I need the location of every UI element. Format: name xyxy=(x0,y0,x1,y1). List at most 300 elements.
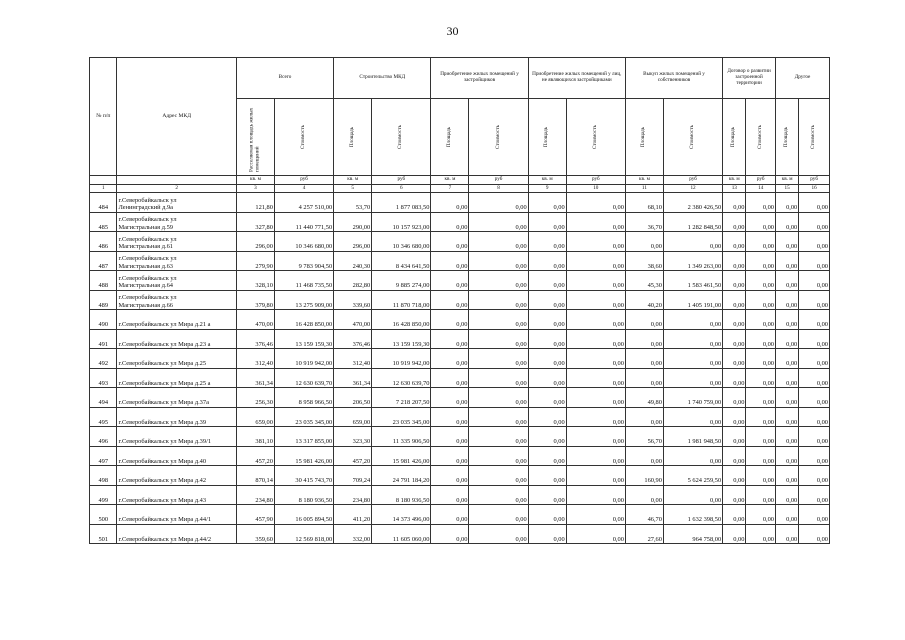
address-cell xyxy=(117,368,236,388)
value-cell-c12: 0,00 xyxy=(663,232,722,252)
value-cell-c4: 10 919 942,00 xyxy=(274,349,333,369)
address-line-2: Магистральная д.64 xyxy=(118,282,173,290)
unit-cell: кв. м xyxy=(334,176,372,185)
value-cell-c14: 0,00 xyxy=(746,329,776,349)
value-cell-c12: 0,00 xyxy=(663,446,722,466)
value-cell-c10: 0,00 xyxy=(566,427,625,447)
row-number: 489 xyxy=(90,290,117,310)
value-cell-c11: 0,00 xyxy=(625,446,663,466)
value-cell-c6: 14 373 496,00 xyxy=(372,505,431,525)
unit-cell: руб xyxy=(469,176,528,185)
value-cell-c11: 0,00 xyxy=(625,232,663,252)
value-cell-c14: 0,00 xyxy=(746,290,776,310)
address-cell xyxy=(117,485,236,505)
value-cell-c14: 0,00 xyxy=(746,368,776,388)
row-number: 486 xyxy=(90,232,117,252)
value-cell-c7: 0,00 xyxy=(431,427,469,447)
value-cell-c10: 0,00 xyxy=(566,329,625,349)
subheader-cost: Стоимость xyxy=(469,99,528,176)
table-row xyxy=(90,388,830,408)
address-cell xyxy=(117,407,236,427)
value-cell-c14: 0,00 xyxy=(746,485,776,505)
value-cell-c16: 0,00 xyxy=(799,524,830,544)
value-cell-c10: 0,00 xyxy=(566,466,625,486)
value-cell-c11: 68,10 xyxy=(625,193,663,213)
value-cell-c14: 0,00 xyxy=(746,446,776,466)
value-cell-c7: 0,00 xyxy=(431,310,469,330)
value-cell-c4: 16 005 894,50 xyxy=(274,505,333,525)
value-cell-c12: 1 981 948,50 xyxy=(663,427,722,447)
value-cell-c9: 0,00 xyxy=(528,368,566,388)
value-cell-c15: 0,00 xyxy=(776,407,799,427)
value-cell-c5: 296,00 xyxy=(334,232,372,252)
value-cell-c15: 0,00 xyxy=(776,349,799,369)
value-cell-c7: 0,00 xyxy=(431,388,469,408)
value-cell-c8: 0,00 xyxy=(469,407,528,427)
value-cell-c11: 45,30 xyxy=(625,271,663,291)
value-cell-c5: 659,00 xyxy=(334,407,372,427)
value-cell-c7: 0,00 xyxy=(431,466,469,486)
value-cell-c4: 30 415 743,70 xyxy=(274,466,333,486)
value-cell-c10: 0,00 xyxy=(566,446,625,466)
value-cell-c13: 0,00 xyxy=(723,329,746,349)
value-cell-c3: 457,90 xyxy=(236,505,274,525)
table-row xyxy=(90,427,830,447)
value-cell-c3: 279,90 xyxy=(236,251,274,271)
value-cell-c13: 0,00 xyxy=(723,427,746,447)
address-cell xyxy=(117,349,236,369)
subheader-cost: Стоимость xyxy=(566,99,625,176)
value-cell-c5: 411,20 xyxy=(334,505,372,525)
value-cell-c12: 1 282 848,50 xyxy=(663,212,722,232)
value-cell-c11: 0,00 xyxy=(625,329,663,349)
value-cell-c15: 0,00 xyxy=(776,310,799,330)
value-cell-c3: 234,80 xyxy=(236,485,274,505)
address-line-1: г.Северобайкальск ул Мира д.23 а xyxy=(118,340,211,348)
value-cell-c5: 290,00 xyxy=(334,212,372,232)
address-cell xyxy=(117,427,236,447)
value-cell-c6: 11 870 718,00 xyxy=(372,290,431,310)
address-line-1: г.Северобайкальск ул Мира д.25 xyxy=(118,360,207,368)
column-number: 9 xyxy=(528,185,566,193)
value-cell-c11: 36,70 xyxy=(625,212,663,232)
value-cell-c11: 160,90 xyxy=(625,466,663,486)
column-number: 2 xyxy=(117,185,236,193)
value-cell-c12: 0,00 xyxy=(663,407,722,427)
address-line-1: г.Северобайкальск ул xyxy=(118,294,177,302)
value-cell-c5: 312,40 xyxy=(334,349,372,369)
value-cell-c3: 359,60 xyxy=(236,524,274,544)
address-cell xyxy=(117,251,236,271)
value-cell-c11: 0,00 xyxy=(625,485,663,505)
value-cell-c5: 470,00 xyxy=(334,310,372,330)
value-cell-c15: 0,00 xyxy=(776,290,799,310)
column-number: 1 xyxy=(90,185,117,193)
value-cell-c14: 0,00 xyxy=(746,505,776,525)
value-cell-c13: 0,00 xyxy=(723,310,746,330)
table-row xyxy=(90,368,830,388)
value-cell-c6: 12 630 639,70 xyxy=(372,368,431,388)
value-cell-c7: 0,00 xyxy=(431,212,469,232)
value-cell-c4: 13 275 909,00 xyxy=(274,290,333,310)
row-number: 487 xyxy=(90,251,117,271)
value-cell-c13: 0,00 xyxy=(723,524,746,544)
value-cell-c9: 0,00 xyxy=(528,407,566,427)
value-cell-c15: 0,00 xyxy=(776,329,799,349)
value-cell-c14: 0,00 xyxy=(746,251,776,271)
value-cell-c8: 0,00 xyxy=(469,193,528,213)
subheader-cost: Стоимость xyxy=(663,99,722,176)
address-line-1: г.Северобайкальск ул Мира д.44/1 xyxy=(118,516,212,524)
table-row xyxy=(90,505,830,525)
value-cell-c7: 0,00 xyxy=(431,271,469,291)
value-cell-c9: 0,00 xyxy=(528,310,566,330)
value-cell-c3: 361,34 xyxy=(236,368,274,388)
value-cell-c9: 0,00 xyxy=(528,329,566,349)
value-cell-c14: 0,00 xyxy=(746,193,776,213)
value-cell-c15: 0,00 xyxy=(776,466,799,486)
address-line-2: Магистральная д.63 xyxy=(118,262,173,270)
column-number: 12 xyxy=(663,185,722,193)
column-number: 16 xyxy=(799,185,830,193)
subheader-cost: Стоимость xyxy=(274,99,333,176)
value-cell-c9: 0,00 xyxy=(528,446,566,466)
value-cell-c12: 2 380 426,50 xyxy=(663,193,722,213)
address-cell xyxy=(117,271,236,291)
value-cell-c6: 13 159 159,30 xyxy=(372,329,431,349)
value-cell-c12: 1 740 759,00 xyxy=(663,388,722,408)
row-number: 493 xyxy=(90,368,117,388)
value-cell-c6: 15 981 426,00 xyxy=(372,446,431,466)
address-cell xyxy=(117,310,236,330)
row-number: 495 xyxy=(90,407,117,427)
value-cell-c10: 0,00 xyxy=(566,407,625,427)
header-address: Адрес МКД xyxy=(117,58,236,176)
value-cell-c8: 0,00 xyxy=(469,212,528,232)
value-cell-c13: 0,00 xyxy=(723,232,746,252)
column-number: 15 xyxy=(776,185,799,193)
value-cell-c9: 0,00 xyxy=(528,193,566,213)
value-cell-c11: 40,20 xyxy=(625,290,663,310)
value-cell-c11: 49,80 xyxy=(625,388,663,408)
address-line-2: Магистральная д.61 xyxy=(118,243,173,251)
address-cell xyxy=(117,232,236,252)
page-number: 30 xyxy=(446,24,459,38)
value-cell-c6: 16 428 850,00 xyxy=(372,310,431,330)
value-cell-c15: 0,00 xyxy=(776,368,799,388)
value-cell-c5: 53,70 xyxy=(334,193,372,213)
subheader-resettled-area: Расселяемая площадь жилых помещений xyxy=(236,99,274,176)
value-cell-c8: 0,00 xyxy=(469,427,528,447)
value-cell-c16: 0,00 xyxy=(799,193,830,213)
subheader-area: Площадь xyxy=(776,99,799,176)
column-number: 4 xyxy=(274,185,333,193)
unit-cell: кв. м xyxy=(236,176,274,185)
row-number: 498 xyxy=(90,466,117,486)
address-line-1: г.Северобайкальск ул Мира д.39/1 xyxy=(118,438,212,446)
value-cell-c9: 0,00 xyxy=(528,505,566,525)
resettlement-table xyxy=(89,57,830,544)
table-row xyxy=(90,212,830,232)
row-number: 484 xyxy=(90,193,117,213)
subheader-area: Площадь xyxy=(723,99,746,176)
value-cell-c16: 0,00 xyxy=(799,388,830,408)
value-cell-c7: 0,00 xyxy=(431,368,469,388)
address-cell xyxy=(117,524,236,544)
value-cell-c13: 0,00 xyxy=(723,505,746,525)
value-cell-c4: 10 346 680,00 xyxy=(274,232,333,252)
value-cell-c4: 23 035 345,00 xyxy=(274,407,333,427)
value-cell-c6: 1 877 083,50 xyxy=(372,193,431,213)
value-cell-c6: 11 335 906,50 xyxy=(372,427,431,447)
value-cell-c5: 361,34 xyxy=(334,368,372,388)
value-cell-c9: 0,00 xyxy=(528,212,566,232)
table-row xyxy=(90,251,830,271)
value-cell-c6: 10 919 942,00 xyxy=(372,349,431,369)
value-cell-c10: 0,00 xyxy=(566,505,625,525)
value-cell-c5: 709,24 xyxy=(334,466,372,486)
address-cell xyxy=(117,329,236,349)
address-cell xyxy=(117,212,236,232)
value-cell-c8: 0,00 xyxy=(469,290,528,310)
value-cell-c14: 0,00 xyxy=(746,232,776,252)
value-cell-c3: 327,80 xyxy=(236,212,274,232)
value-cell-c5: 332,00 xyxy=(334,524,372,544)
value-cell-c9: 0,00 xyxy=(528,524,566,544)
value-cell-c16: 0,00 xyxy=(799,271,830,291)
value-cell-c16: 0,00 xyxy=(799,466,830,486)
value-cell-c13: 0,00 xyxy=(723,466,746,486)
value-cell-c4: 12 569 818,00 xyxy=(274,524,333,544)
address-line-1: г.Северобайкальск ул Мира д.43 xyxy=(118,496,207,504)
value-cell-c10: 0,00 xyxy=(566,524,625,544)
address-line-1: г.Северобайкальск ул Мира д.37а xyxy=(118,399,209,407)
value-cell-c7: 0,00 xyxy=(431,232,469,252)
row-number: 497 xyxy=(90,446,117,466)
address-cell xyxy=(117,446,236,466)
value-cell-c9: 0,00 xyxy=(528,290,566,310)
row-number: 494 xyxy=(90,388,117,408)
group-purchase-developers: Приобретение жилых помещений у застройщиков xyxy=(431,58,528,99)
row-number: 496 xyxy=(90,427,117,447)
header-no: № п/п xyxy=(90,58,117,176)
value-cell-c13: 0,00 xyxy=(723,212,746,232)
value-cell-c15: 0,00 xyxy=(776,271,799,291)
value-cell-c10: 0,00 xyxy=(566,193,625,213)
value-cell-c8: 0,00 xyxy=(469,232,528,252)
value-cell-c12: 0,00 xyxy=(663,329,722,349)
table-row xyxy=(90,524,830,544)
table-row xyxy=(90,290,830,310)
value-cell-c8: 0,00 xyxy=(469,485,528,505)
column-number: 13 xyxy=(723,185,746,193)
address-line-1: г.Северобайкальск ул xyxy=(118,274,177,282)
value-cell-c3: 296,00 xyxy=(236,232,274,252)
value-cell-c8: 0,00 xyxy=(469,251,528,271)
value-cell-c13: 0,00 xyxy=(723,368,746,388)
unit-cell: кв. м xyxy=(528,176,566,185)
value-cell-c12: 1 405 191,00 xyxy=(663,290,722,310)
value-cell-c10: 0,00 xyxy=(566,368,625,388)
value-cell-c15: 0,00 xyxy=(776,427,799,447)
value-cell-c13: 0,00 xyxy=(723,407,746,427)
value-cell-c9: 0,00 xyxy=(528,388,566,408)
value-cell-c5: 376,46 xyxy=(334,329,372,349)
value-cell-c15: 0,00 xyxy=(776,524,799,544)
value-cell-c12: 1 349 263,00 xyxy=(663,251,722,271)
subheader-area: Площадь xyxy=(528,99,566,176)
value-cell-c13: 0,00 xyxy=(723,290,746,310)
table-row xyxy=(90,349,830,369)
value-cell-c3: 659,00 xyxy=(236,407,274,427)
value-cell-c13: 0,00 xyxy=(723,349,746,369)
subheader-cost: Стоимость xyxy=(372,99,431,176)
value-cell-c16: 0,00 xyxy=(799,232,830,252)
subheader-area: Площадь xyxy=(334,99,372,176)
value-cell-c3: 312,40 xyxy=(236,349,274,369)
value-cell-c8: 0,00 xyxy=(469,388,528,408)
value-cell-c4: 11 440 771,50 xyxy=(274,212,333,232)
value-cell-c6: 8 180 936,50 xyxy=(372,485,431,505)
unit-cell: руб xyxy=(799,176,830,185)
value-cell-c7: 0,00 xyxy=(431,505,469,525)
value-cell-c3: 121,80 xyxy=(236,193,274,213)
address-line-1: г.Северобайкальск ул Мира д.39 xyxy=(118,418,207,426)
value-cell-c6: 9 885 274,00 xyxy=(372,271,431,291)
value-cell-c15: 0,00 xyxy=(776,193,799,213)
group-development-agreement: Договор о развитии застроенной территории xyxy=(723,58,776,99)
value-cell-c10: 0,00 xyxy=(566,310,625,330)
unit-cell: руб xyxy=(746,176,776,185)
address-line-1: г.Северобайкальск ул Мира д.25 а xyxy=(118,379,211,387)
subheader-area: Площадь xyxy=(431,99,469,176)
value-cell-c8: 0,00 xyxy=(469,466,528,486)
value-cell-c5: 282,80 xyxy=(334,271,372,291)
value-cell-c7: 0,00 xyxy=(431,349,469,369)
value-cell-c7: 0,00 xyxy=(431,485,469,505)
address-line-2: Магистральная д.66 xyxy=(118,301,173,309)
value-cell-c3: 381,10 xyxy=(236,427,274,447)
value-cell-c5: 323,30 xyxy=(334,427,372,447)
value-cell-c12: 0,00 xyxy=(663,368,722,388)
row-number: 485 xyxy=(90,212,117,232)
value-cell-c3: 870,14 xyxy=(236,466,274,486)
value-cell-c11: 0,00 xyxy=(625,368,663,388)
row-number: 490 xyxy=(90,310,117,330)
value-cell-c13: 0,00 xyxy=(723,271,746,291)
value-cell-c14: 0,00 xyxy=(746,349,776,369)
address-cell xyxy=(117,388,236,408)
value-cell-c13: 0,00 xyxy=(723,251,746,271)
address-line-1: г.Северобайкальск ул Мира д.40 xyxy=(118,457,207,465)
address-line-2: Ленинградский д.9а xyxy=(118,204,174,212)
value-cell-c15: 0,00 xyxy=(776,232,799,252)
value-cell-c15: 0,00 xyxy=(776,505,799,525)
value-cell-c4: 16 428 850,00 xyxy=(274,310,333,330)
column-number: 14 xyxy=(746,185,776,193)
address-cell xyxy=(117,466,236,486)
value-cell-c4: 12 630 639,70 xyxy=(274,368,333,388)
column-number: 10 xyxy=(566,185,625,193)
row-number: 501 xyxy=(90,524,117,544)
address-line-1: г.Северобайкальск ул Мира д.42 xyxy=(118,477,207,485)
value-cell-c11: 27,60 xyxy=(625,524,663,544)
unit-cell: кв. м xyxy=(776,176,799,185)
value-cell-c12: 0,00 xyxy=(663,349,722,369)
value-cell-c3: 470,00 xyxy=(236,310,274,330)
value-cell-c14: 0,00 xyxy=(746,407,776,427)
value-cell-c11: 38,60 xyxy=(625,251,663,271)
value-cell-c16: 0,00 xyxy=(799,329,830,349)
value-cell-c9: 0,00 xyxy=(528,466,566,486)
value-cell-c5: 240,30 xyxy=(334,251,372,271)
value-cell-c10: 0,00 xyxy=(566,212,625,232)
value-cell-c16: 0,00 xyxy=(799,485,830,505)
value-cell-c8: 0,00 xyxy=(469,271,528,291)
value-cell-c11: 56,70 xyxy=(625,427,663,447)
value-cell-c5: 234,80 xyxy=(334,485,372,505)
value-cell-c12: 1 632 398,50 xyxy=(663,505,722,525)
address-line-2: Магистральная д.59 xyxy=(118,223,173,231)
group-purchase-non-developers: Приобретение жилых помещений у лиц, не являющихся застройщиками xyxy=(528,58,625,99)
address-line-1: г.Северобайкальск ул Мира д.44/2 xyxy=(118,535,212,543)
address-line-1: г.Северобайкальск ул Мира д.21 а xyxy=(118,321,211,329)
unit-cell: кв. м xyxy=(431,176,469,185)
table-row xyxy=(90,310,830,330)
table-row xyxy=(90,485,830,505)
value-cell-c12: 0,00 xyxy=(663,310,722,330)
value-cell-c15: 0,00 xyxy=(776,485,799,505)
address-cell xyxy=(117,505,236,525)
unit-cell: руб xyxy=(274,176,333,185)
value-cell-c14: 0,00 xyxy=(746,310,776,330)
value-cell-c7: 0,00 xyxy=(431,446,469,466)
address-line-1: г.Северобайкальск ул xyxy=(118,216,177,224)
value-cell-c16: 0,00 xyxy=(799,212,830,232)
address-line-1: г.Северобайкальск ул xyxy=(118,196,177,204)
value-cell-c12: 964 758,00 xyxy=(663,524,722,544)
value-cell-c4: 8 958 966,50 xyxy=(274,388,333,408)
value-cell-c16: 0,00 xyxy=(799,251,830,271)
subheader-area: Площадь xyxy=(625,99,663,176)
table-row xyxy=(90,271,830,291)
value-cell-c9: 0,00 xyxy=(528,349,566,369)
value-cell-c11: 0,00 xyxy=(625,349,663,369)
value-cell-c13: 0,00 xyxy=(723,388,746,408)
column-number: 6 xyxy=(372,185,431,193)
value-cell-c15: 0,00 xyxy=(776,251,799,271)
table-row xyxy=(90,446,830,466)
unit-cell: руб xyxy=(372,176,431,185)
subheader-cost: Стоимость xyxy=(746,99,776,176)
value-cell-c15: 0,00 xyxy=(776,212,799,232)
group-other: Другое xyxy=(776,58,830,99)
value-cell-c12: 5 624 259,50 xyxy=(663,466,722,486)
value-cell-c5: 457,20 xyxy=(334,446,372,466)
row-number: 499 xyxy=(90,485,117,505)
value-cell-c13: 0,00 xyxy=(723,485,746,505)
value-cell-c3: 457,20 xyxy=(236,446,274,466)
value-cell-c6: 23 035 345,00 xyxy=(372,407,431,427)
subheader-cost: Стоимость xyxy=(799,99,830,176)
row-number: 492 xyxy=(90,349,117,369)
value-cell-c10: 0,00 xyxy=(566,232,625,252)
value-cell-c11: 0,00 xyxy=(625,407,663,427)
value-cell-c13: 0,00 xyxy=(723,446,746,466)
value-cell-c9: 0,00 xyxy=(528,232,566,252)
value-cell-c6: 10 157 923,00 xyxy=(372,212,431,232)
value-cell-c9: 0,00 xyxy=(528,271,566,291)
